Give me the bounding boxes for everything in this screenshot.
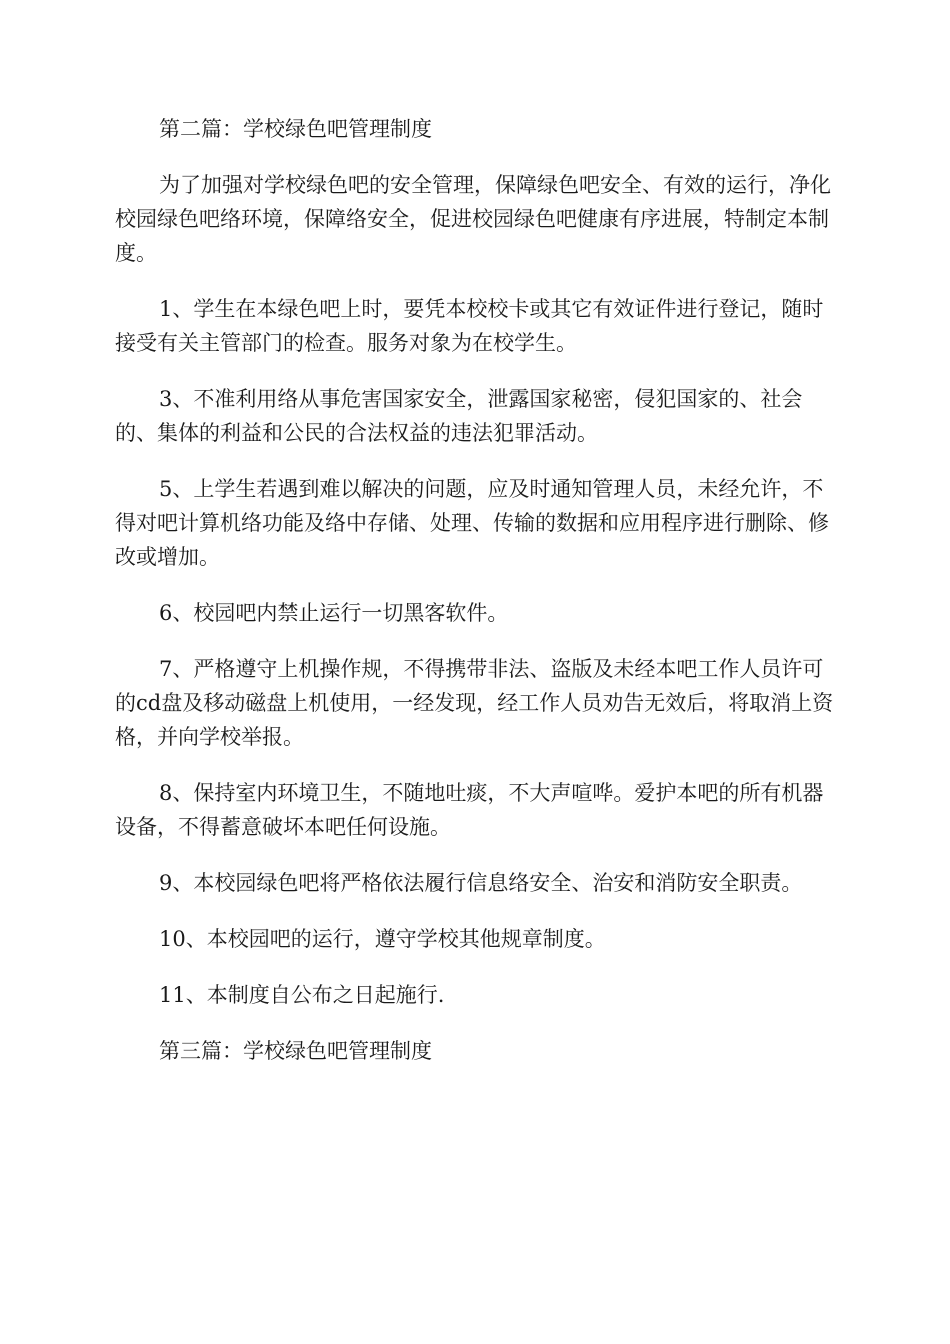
- paragraph-rule-1: 1、学生在本绿色吧上时，要凭本校校卡或其它有效证件进行登记，随时接受有关主管部门的检查。服务对象为在校学生。: [115, 297, 824, 355]
- section-heading-three: 第三篇：学校绿色吧管理制度: [159, 1039, 432, 1063]
- document-body: [115, 112, 835, 1090]
- paragraph-rule-10: 10、本校园吧的运行，遵守学校其他规章制度。: [159, 927, 606, 951]
- paragraph-rule-3: 3、不准利用络从事危害国家安全，泄露国家秘密，侵犯国家的、社会的、集体的利益和公民的合法权益的违法犯罪活动。: [115, 387, 803, 445]
- paragraph-rule-7: 7、严格遵守上机操作规，不得携带非法、盗版及未经本吧工作人员许可的cd盘及移动磁盘上机使用，一经发现，经工作人员劝告无效后，将取消上资格，并向学校举报。: [115, 657, 834, 749]
- paragraph-rule-6: 6、校园吧内禁止运行一切黑客软件。: [159, 601, 509, 625]
- paragraph-rule-5: 5、上学生若遇到难以解决的问题，应及时通知管理人员，未经允许，不得对吧计算机络功能及络中存储、处理、传输的数据和应用程序进行删除、修改或增加。: [115, 477, 829, 569]
- paragraph-intro: 为了加强对学校绿色吧的安全管理，保障绿色吧安全、有效的运行，净化校园绿色吧络环境，保障络安全，促进校园绿色吧健康有序进展，特制定本制度。: [115, 173, 831, 265]
- paragraph-rule-11: 11、本制度自公布之日起施行.: [159, 983, 445, 1007]
- paragraph-rule-9: 9、本校园绿色吧将严格依法履行信息络安全、治安和消防安全职责。: [159, 871, 803, 895]
- paragraph-rule-8: 8、保持室内环境卫生，不随地吐痰，不大声喧哗。爱护本吧的所有机器设备，不得蓄意破坏本吧任何设施。: [115, 781, 824, 839]
- section-heading-two: 第二篇：学校绿色吧管理制度: [159, 117, 432, 141]
